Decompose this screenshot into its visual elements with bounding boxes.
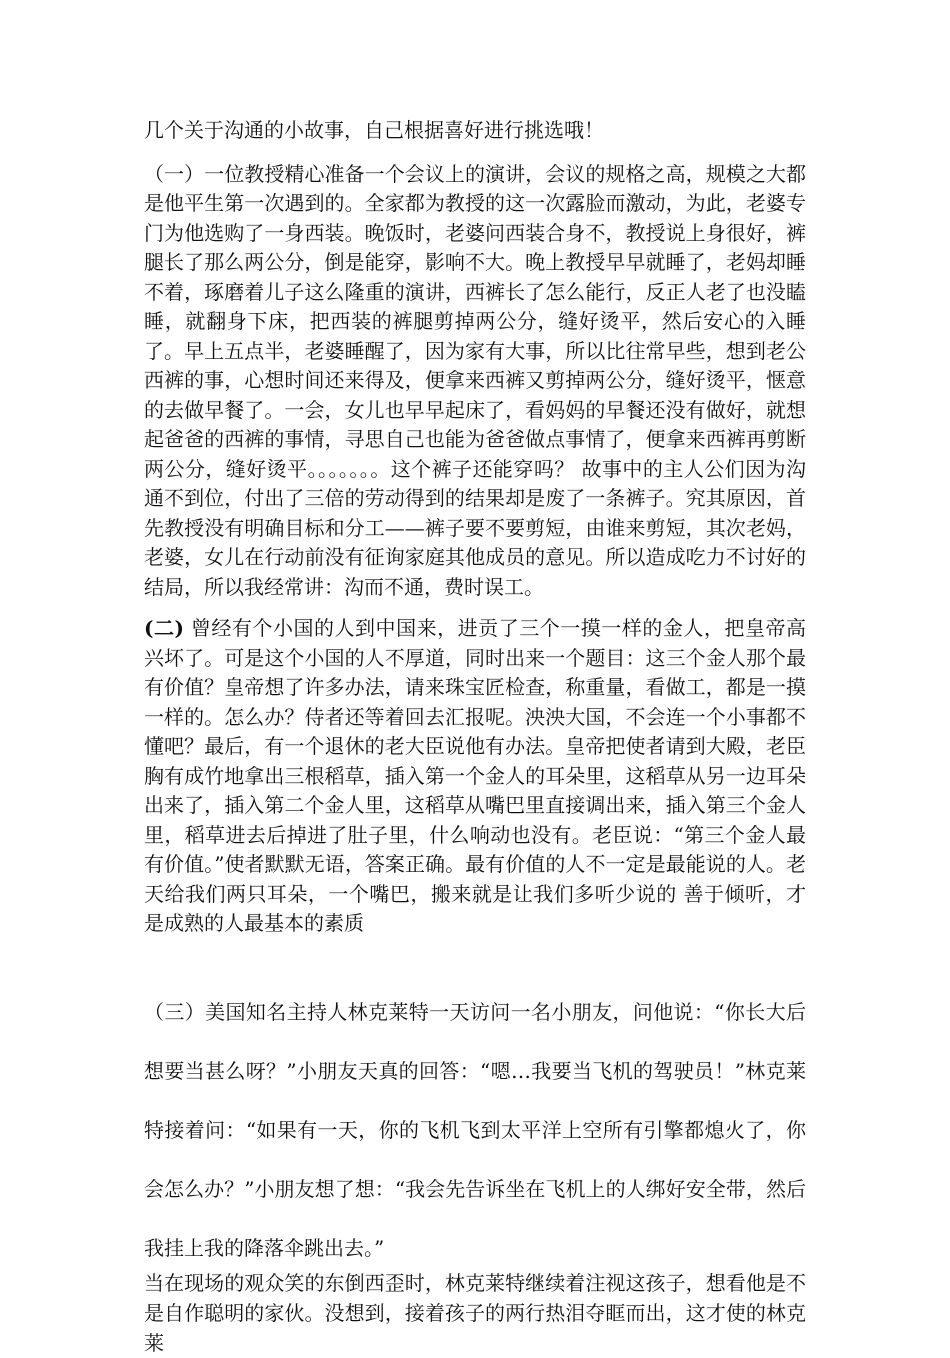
story-two-paragraph (144, 614, 806, 939)
story-two-text: 曾经有个小国的人到中国来，进贡了三个一摸一样的金人，把皇帝高兴坏了。可是这个小国的人不厚道，同时出来一个题目：这三个金人那个最有价值？皇帝想了许多办法，请来珠宝匠检查，称重量，看做工，都是一摸一样的。怎么办？侍者还等着回去汇报呢。泱泱大国，不会连一个小事都不懂吧？最后，有一个退休的老大臣说他有办法。皇帝把使者请到大殿，老臣胸有成竹地拿出三根稻草，插入第一个金人的耳朵里，这稻草从另一边耳朵出来了，插入第二个金人里，这稻草从嘴巴里直接调出来，插入第三个金人里，稻草进去后掉进了肚子里，什么响动也没有。老臣说：“第三个金人最有价值。”使者默默无语，答案正确。最有价值的人不一定是最能说的人。老天给我们两只耳朵，一个嘴巴，搬来就是让我们多听少说的 善于倾听，才是成熟的人最基本的素质 (144, 616, 807, 935)
story-two-number: (二) (144, 616, 184, 640)
intro-paragraph: 几个关于沟通的小故事，自己根据喜好进行挑选哦！ (144, 118, 604, 142)
document-page (144, 110, 806, 1358)
story-one-paragraph: （一）一位教授精心准备一个会议上的演讲，会议的规格之高，规模之大都是他平生第一次遇到的。全家都为教授的这一次露脸而激动，为此，老婆专门为他选购了一身西装。晚饭时，老婆问西装合身不，教授说上身很好，裤腿长了那么两公分，倒是能穿，影响不大。晚上教授早早就睡了，老妈却睡不着，琢磨着儿子这么隆重的演讲，西裤长了怎么能行，反正人老了也没瞌睡，就翻身下床，把西装的裤腿剪掉两公分，缝好烫平，然后安心的入睡了。早上五点半，老婆睡醒了，因为家有大事，所以比往常早些，想到老公西裤的事，心想时间还来得及，便拿来西裤又剪掉两公分，缝好烫平，惬意的去做早餐了。一会，女儿也早早起床了，看妈妈的早餐还没有做好，就想起爸爸的西裤的事情，寻思自己也能为爸爸做点事情了，便拿来西裤再剪断两公分，缝好烫平。。。。。。。这个裤子还能穿吗？ 故事中的主人公们因为沟通不到位，付出了三倍的劳动得到的结果却是废了一条裤子。究其原因，首先教授没有明确目标和分工——裤子要不要剪短，由谁来剪短，其次老妈，老婆，女儿在行动前没有征询家庭其他成员的意见。所以造成吃力不讨好的结局，所以我经常讲：沟而不通，费时误工。 (144, 161, 806, 599)
story-three-paragraph-part1: （三）美国知名主持人林克莱特一天访问一名小朋友，问他说：“你长大后想要当甚么呀？”小朋友天真的回答：“嗯…我要当飞机的驾驶员！”林克莱特接着问：“如果有一天，你的飞机飞到太平洋上空所有引擎都熄火了，你会怎么办？”小朋友想了想：“我会先告诉坐在飞机上的人绑好安全带，然后我挂上我的降落伞跳出去。” (144, 999, 806, 1260)
story-three-paragraph-part2: 当在现场的观众笑的东倒西歪时，林克莱特继续着注视这孩子，想看他是不是自作聪明的家伙。没想到，接着孩子的两行热泪夺眶而出，这才使的林克莱 (144, 1270, 806, 1355)
